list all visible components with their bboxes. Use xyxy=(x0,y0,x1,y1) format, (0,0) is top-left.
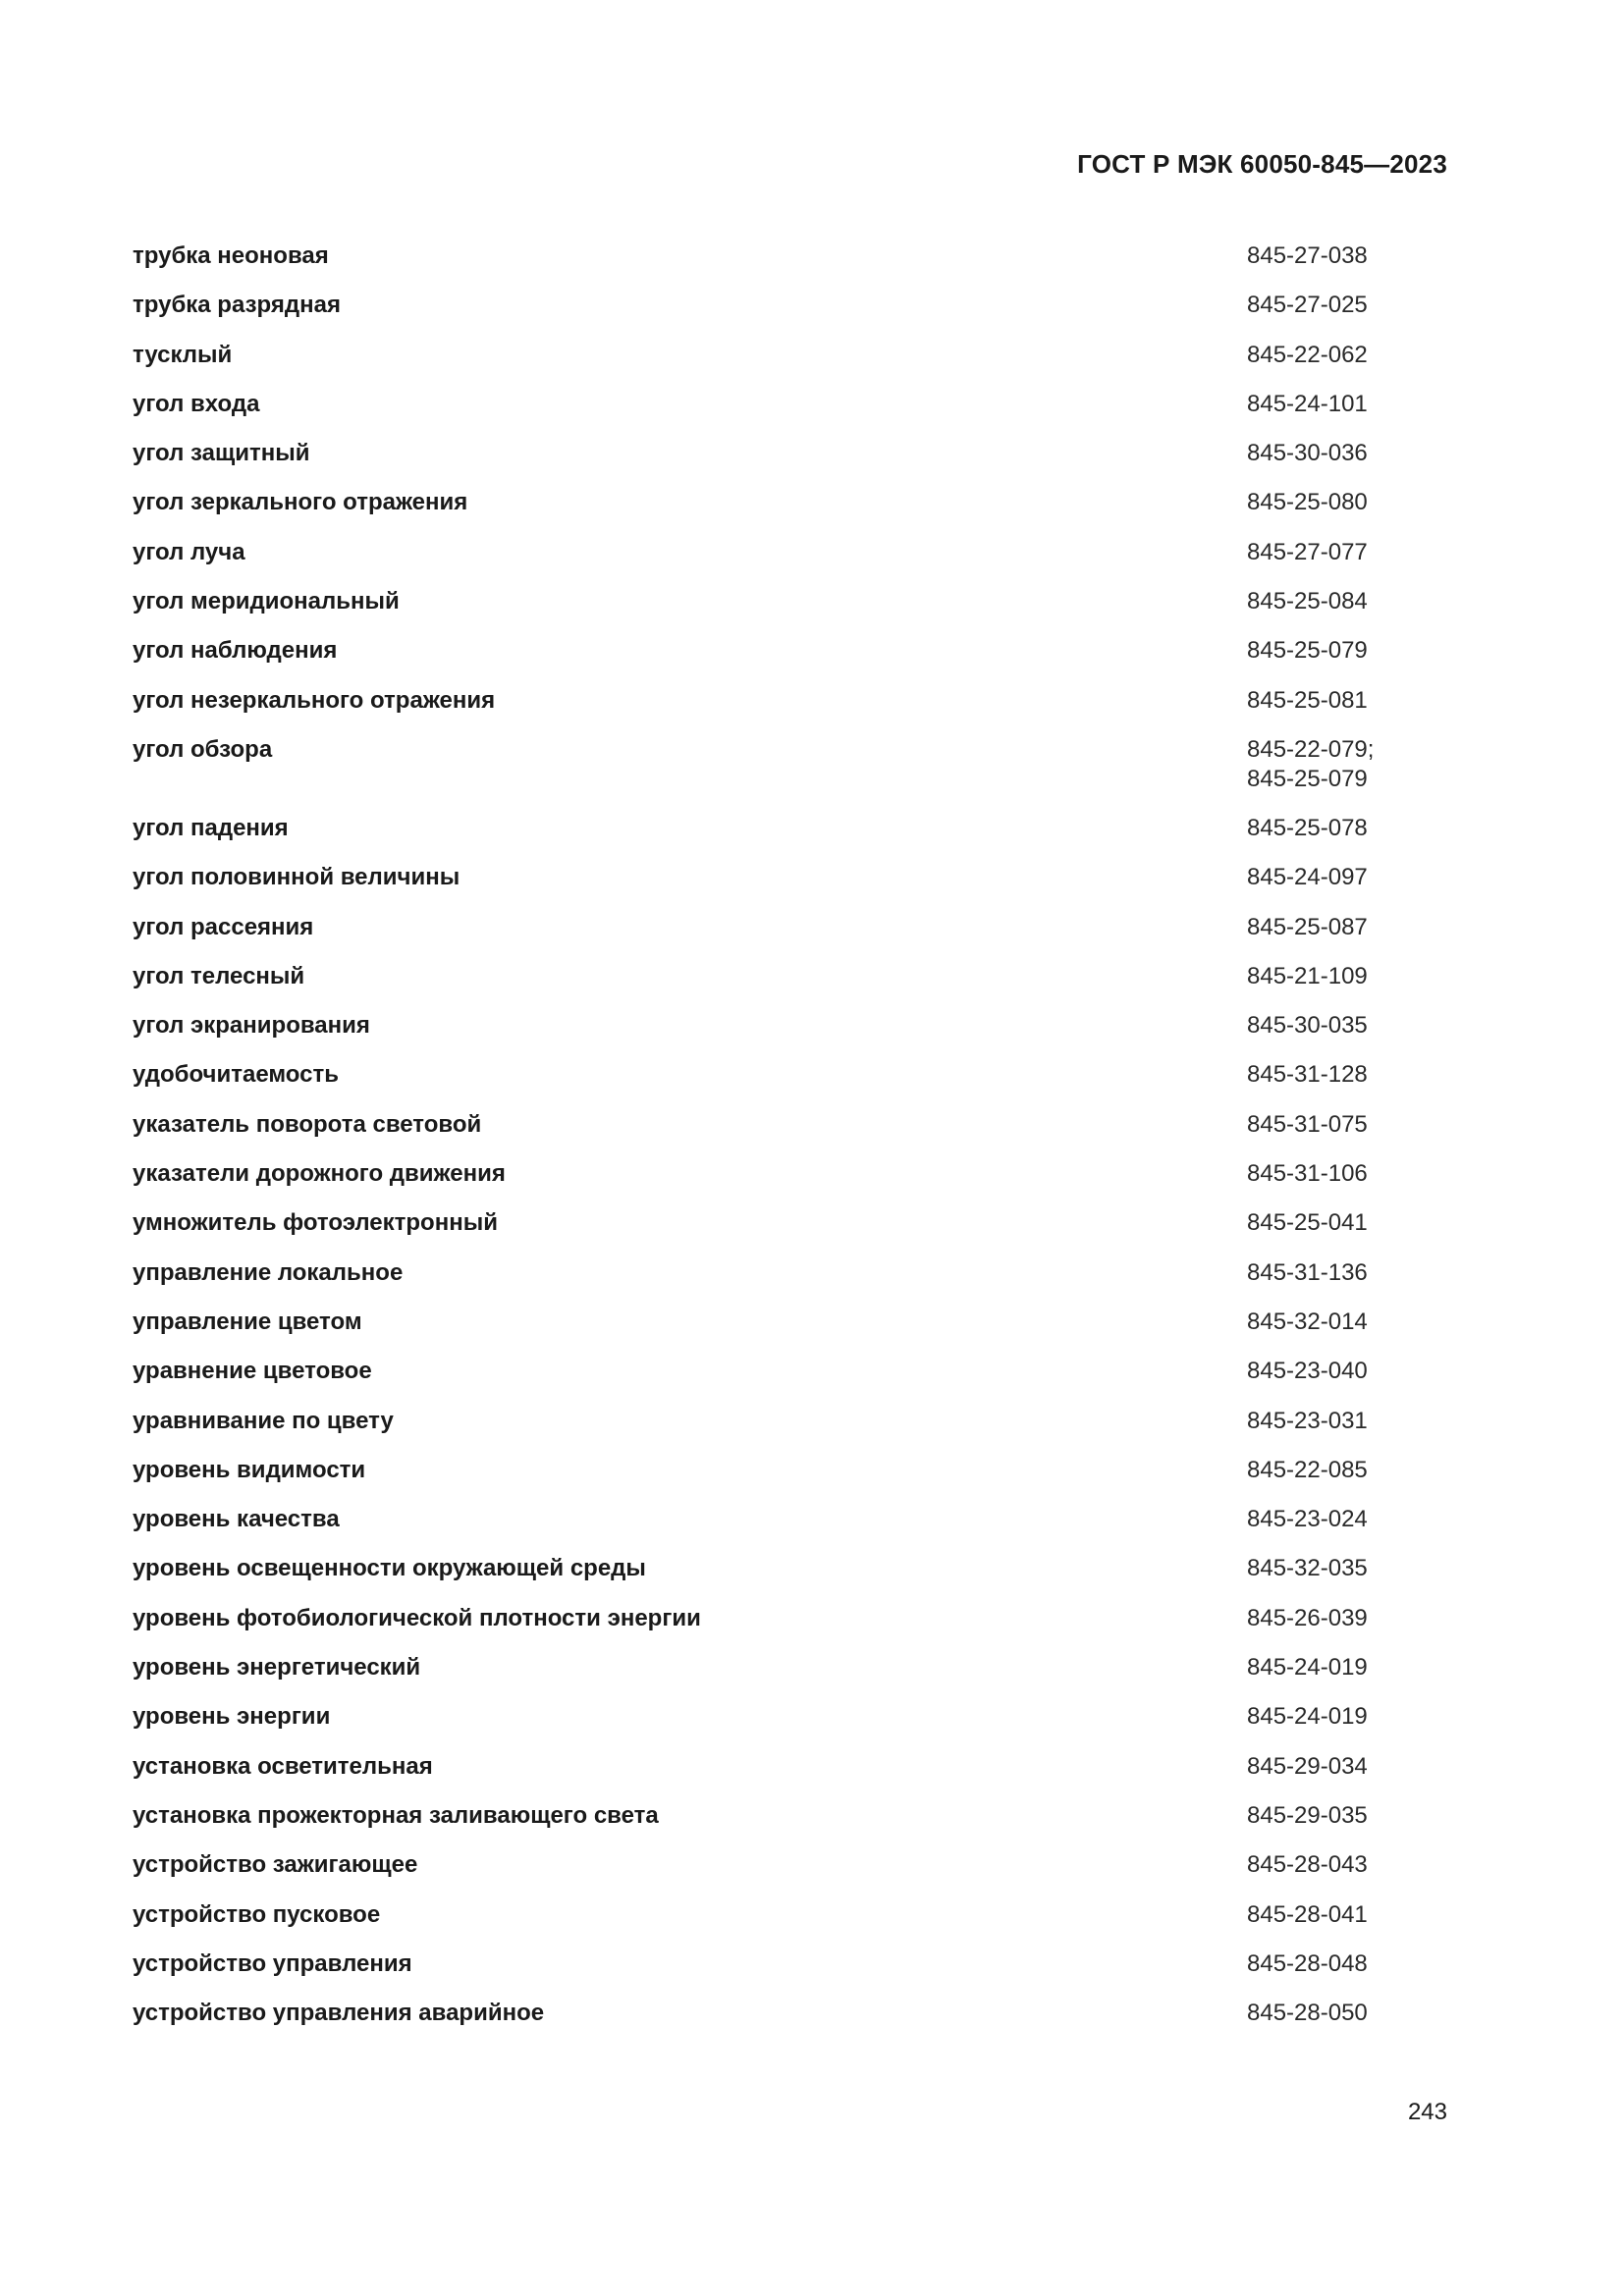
index-code xyxy=(1247,636,1399,666)
index-entry xyxy=(133,1011,1399,1060)
index-code xyxy=(1247,1653,1399,1682)
term-code: 845-24-019 xyxy=(1247,1654,1368,1682)
index-entry xyxy=(133,1060,1399,1109)
index-entry xyxy=(133,913,1399,962)
index-entry xyxy=(133,1752,1399,1801)
term-code: 845-25-080 xyxy=(1247,489,1368,516)
index-entry xyxy=(133,1554,1399,1603)
index-term: трубка разрядная xyxy=(133,292,341,319)
term-code: 845-25-084 xyxy=(1247,588,1368,615)
term-code: 845-31-075 xyxy=(1247,1110,1368,1138)
index-code xyxy=(1247,291,1399,320)
index-code xyxy=(1247,241,1399,271)
index-entry xyxy=(133,1801,1399,1850)
index-code xyxy=(1247,1505,1399,1534)
index-entry xyxy=(133,538,1399,587)
term-code: 845-26-039 xyxy=(1247,1604,1368,1631)
index-entry xyxy=(133,341,1399,390)
index-term: угол падения xyxy=(133,814,289,841)
term-index-list xyxy=(133,241,1399,2048)
index-code xyxy=(1247,1801,1399,1831)
index-entry xyxy=(133,488,1399,537)
term-code: 845-28-041 xyxy=(1247,1900,1368,1928)
index-code xyxy=(1247,538,1399,567)
term-code: 845-22-079; xyxy=(1247,735,1375,763)
term-code: 845-22-085 xyxy=(1247,1456,1368,1483)
index-term: угол наблюдения xyxy=(133,637,338,665)
term-code: 845-25-078 xyxy=(1247,814,1368,841)
term-code: 845-25-041 xyxy=(1247,1209,1368,1237)
index-term: указатели дорожного движения xyxy=(133,1160,506,1188)
index-term: устройство управления xyxy=(133,1949,412,1977)
index-entry xyxy=(133,1949,1399,1999)
index-code xyxy=(1247,814,1399,843)
index-code xyxy=(1247,390,1399,419)
index-entry xyxy=(133,1159,1399,1208)
index-entry xyxy=(133,1407,1399,1456)
index-code xyxy=(1247,1456,1399,1485)
document-header: ГОСТ Р МЭК 60050-845—2023 xyxy=(1077,149,1447,179)
index-term: управление локальное xyxy=(133,1258,404,1286)
index-code xyxy=(1247,1258,1399,1288)
term-code: 845-21-109 xyxy=(1247,962,1368,989)
index-entry xyxy=(133,1653,1399,1702)
index-entry xyxy=(133,1850,1399,1899)
index-code xyxy=(1247,1110,1399,1140)
index-term: трубка неоновая xyxy=(133,242,329,269)
index-code xyxy=(1247,439,1399,468)
term-code: 845-29-034 xyxy=(1247,1752,1368,1780)
index-entry xyxy=(133,814,1399,863)
index-term: угол экранирования xyxy=(133,1012,370,1040)
index-term: тусклый xyxy=(133,341,233,368)
term-code: 845-30-035 xyxy=(1247,1012,1368,1040)
index-term: умножитель фотоэлектронный xyxy=(133,1209,498,1237)
index-term: угол луча xyxy=(133,538,245,565)
index-code xyxy=(1247,1308,1399,1337)
term-code: 845-24-097 xyxy=(1247,864,1368,891)
index-entry xyxy=(133,390,1399,439)
index-code xyxy=(1247,488,1399,517)
index-code xyxy=(1247,686,1399,716)
term-code: 845-28-050 xyxy=(1247,2000,1368,2027)
index-term: уровень видимости xyxy=(133,1456,366,1483)
index-code xyxy=(1247,1850,1399,1880)
index-code xyxy=(1247,1900,1399,1930)
index-code xyxy=(1247,1011,1399,1041)
index-code xyxy=(1247,1407,1399,1436)
term-code: 845-23-024 xyxy=(1247,1506,1368,1533)
index-code xyxy=(1247,1208,1399,1238)
index-code xyxy=(1247,1999,1399,2028)
term-code: 845-32-035 xyxy=(1247,1555,1368,1582)
term-code: 845-23-040 xyxy=(1247,1358,1368,1385)
index-term: уровень фотобиологической плотности энергии xyxy=(133,1604,701,1631)
index-code xyxy=(1247,863,1399,892)
index-code xyxy=(1247,1554,1399,1583)
term-code: 845-23-031 xyxy=(1247,1407,1368,1434)
index-entry xyxy=(133,1357,1399,1406)
term-code: 845-28-043 xyxy=(1247,1851,1368,1879)
index-term: уровень энергии xyxy=(133,1703,331,1731)
index-term: установка осветительная xyxy=(133,1752,433,1780)
term-code: 845-30-036 xyxy=(1247,440,1368,467)
term-code: 845-25-087 xyxy=(1247,913,1368,940)
index-entry xyxy=(133,1308,1399,1357)
index-term: устройство зажигающее xyxy=(133,1851,418,1879)
index-term: уровень освещенности окружающей среды xyxy=(133,1555,646,1582)
index-term: угол входа xyxy=(133,390,260,417)
term-code: 845-25-079 xyxy=(1247,765,1368,792)
index-term: управление цветом xyxy=(133,1308,362,1335)
term-code: 845-31-136 xyxy=(1247,1258,1368,1286)
index-entry xyxy=(133,587,1399,636)
index-entry xyxy=(133,1208,1399,1257)
index-term: уравнение цветовое xyxy=(133,1358,372,1385)
index-entry xyxy=(133,1999,1399,2048)
index-code xyxy=(1247,1060,1399,1090)
index-code xyxy=(1247,1159,1399,1189)
index-code xyxy=(1247,1752,1399,1782)
term-code: 845-27-025 xyxy=(1247,292,1368,319)
index-entry xyxy=(133,1604,1399,1653)
term-code: 845-22-062 xyxy=(1247,341,1368,368)
term-code: 845-32-014 xyxy=(1247,1308,1368,1335)
index-entry xyxy=(133,1456,1399,1505)
index-entry xyxy=(133,291,1399,340)
index-term: уравнивание по цвету xyxy=(133,1407,394,1434)
term-code: 845-25-081 xyxy=(1247,686,1368,714)
index-term: установка прожекторная заливающего света xyxy=(133,1801,659,1829)
page-number: 243 xyxy=(1407,2099,1447,2125)
index-term: устройство управления аварийное xyxy=(133,2000,545,2027)
index-entry xyxy=(133,241,1399,291)
term-code: 845-28-048 xyxy=(1247,1949,1368,1977)
term-code: 845-27-038 xyxy=(1247,242,1368,269)
index-code xyxy=(1247,735,1399,794)
index-entry xyxy=(133,439,1399,488)
index-entry xyxy=(133,1900,1399,1949)
term-code: 845-24-019 xyxy=(1247,1703,1368,1731)
index-term: угол обзора xyxy=(133,735,273,763)
index-term: угол рассеяния xyxy=(133,913,314,940)
index-code xyxy=(1247,1702,1399,1732)
index-term: удобочитаемость xyxy=(133,1061,339,1089)
index-entry xyxy=(133,686,1399,735)
index-term: уровень качества xyxy=(133,1506,340,1533)
index-entry xyxy=(133,636,1399,685)
index-term: уровень энергетический xyxy=(133,1654,421,1682)
index-entry xyxy=(133,1258,1399,1308)
index-term: угол незеркального отражения xyxy=(133,686,496,714)
index-code xyxy=(1247,587,1399,616)
index-entry xyxy=(133,863,1399,912)
term-code: 845-31-128 xyxy=(1247,1061,1368,1089)
index-term: угол телесный xyxy=(133,962,305,989)
index-term: указатель поворота световой xyxy=(133,1110,482,1138)
term-code: 845-29-035 xyxy=(1247,1801,1368,1829)
index-entry xyxy=(133,1110,1399,1159)
index-term: устройство пусковое xyxy=(133,1900,381,1928)
index-code xyxy=(1247,913,1399,942)
index-entry xyxy=(133,962,1399,1011)
index-entry xyxy=(133,1505,1399,1554)
index-term: угол защитный xyxy=(133,440,310,467)
index-term: угол зеркального отражения xyxy=(133,489,468,516)
index-term: угол половинной величины xyxy=(133,864,460,891)
term-code: 845-27-077 xyxy=(1247,538,1368,565)
index-code xyxy=(1247,1949,1399,1979)
index-entry xyxy=(133,735,1399,814)
term-code: 845-31-106 xyxy=(1247,1160,1368,1188)
index-entry xyxy=(133,1702,1399,1751)
term-code: 845-24-101 xyxy=(1247,390,1368,417)
index-code xyxy=(1247,1604,1399,1633)
index-code xyxy=(1247,1357,1399,1386)
index-code xyxy=(1247,341,1399,370)
index-term: угол меридиональный xyxy=(133,588,400,615)
index-code xyxy=(1247,962,1399,991)
term-code: 845-25-079 xyxy=(1247,637,1368,665)
